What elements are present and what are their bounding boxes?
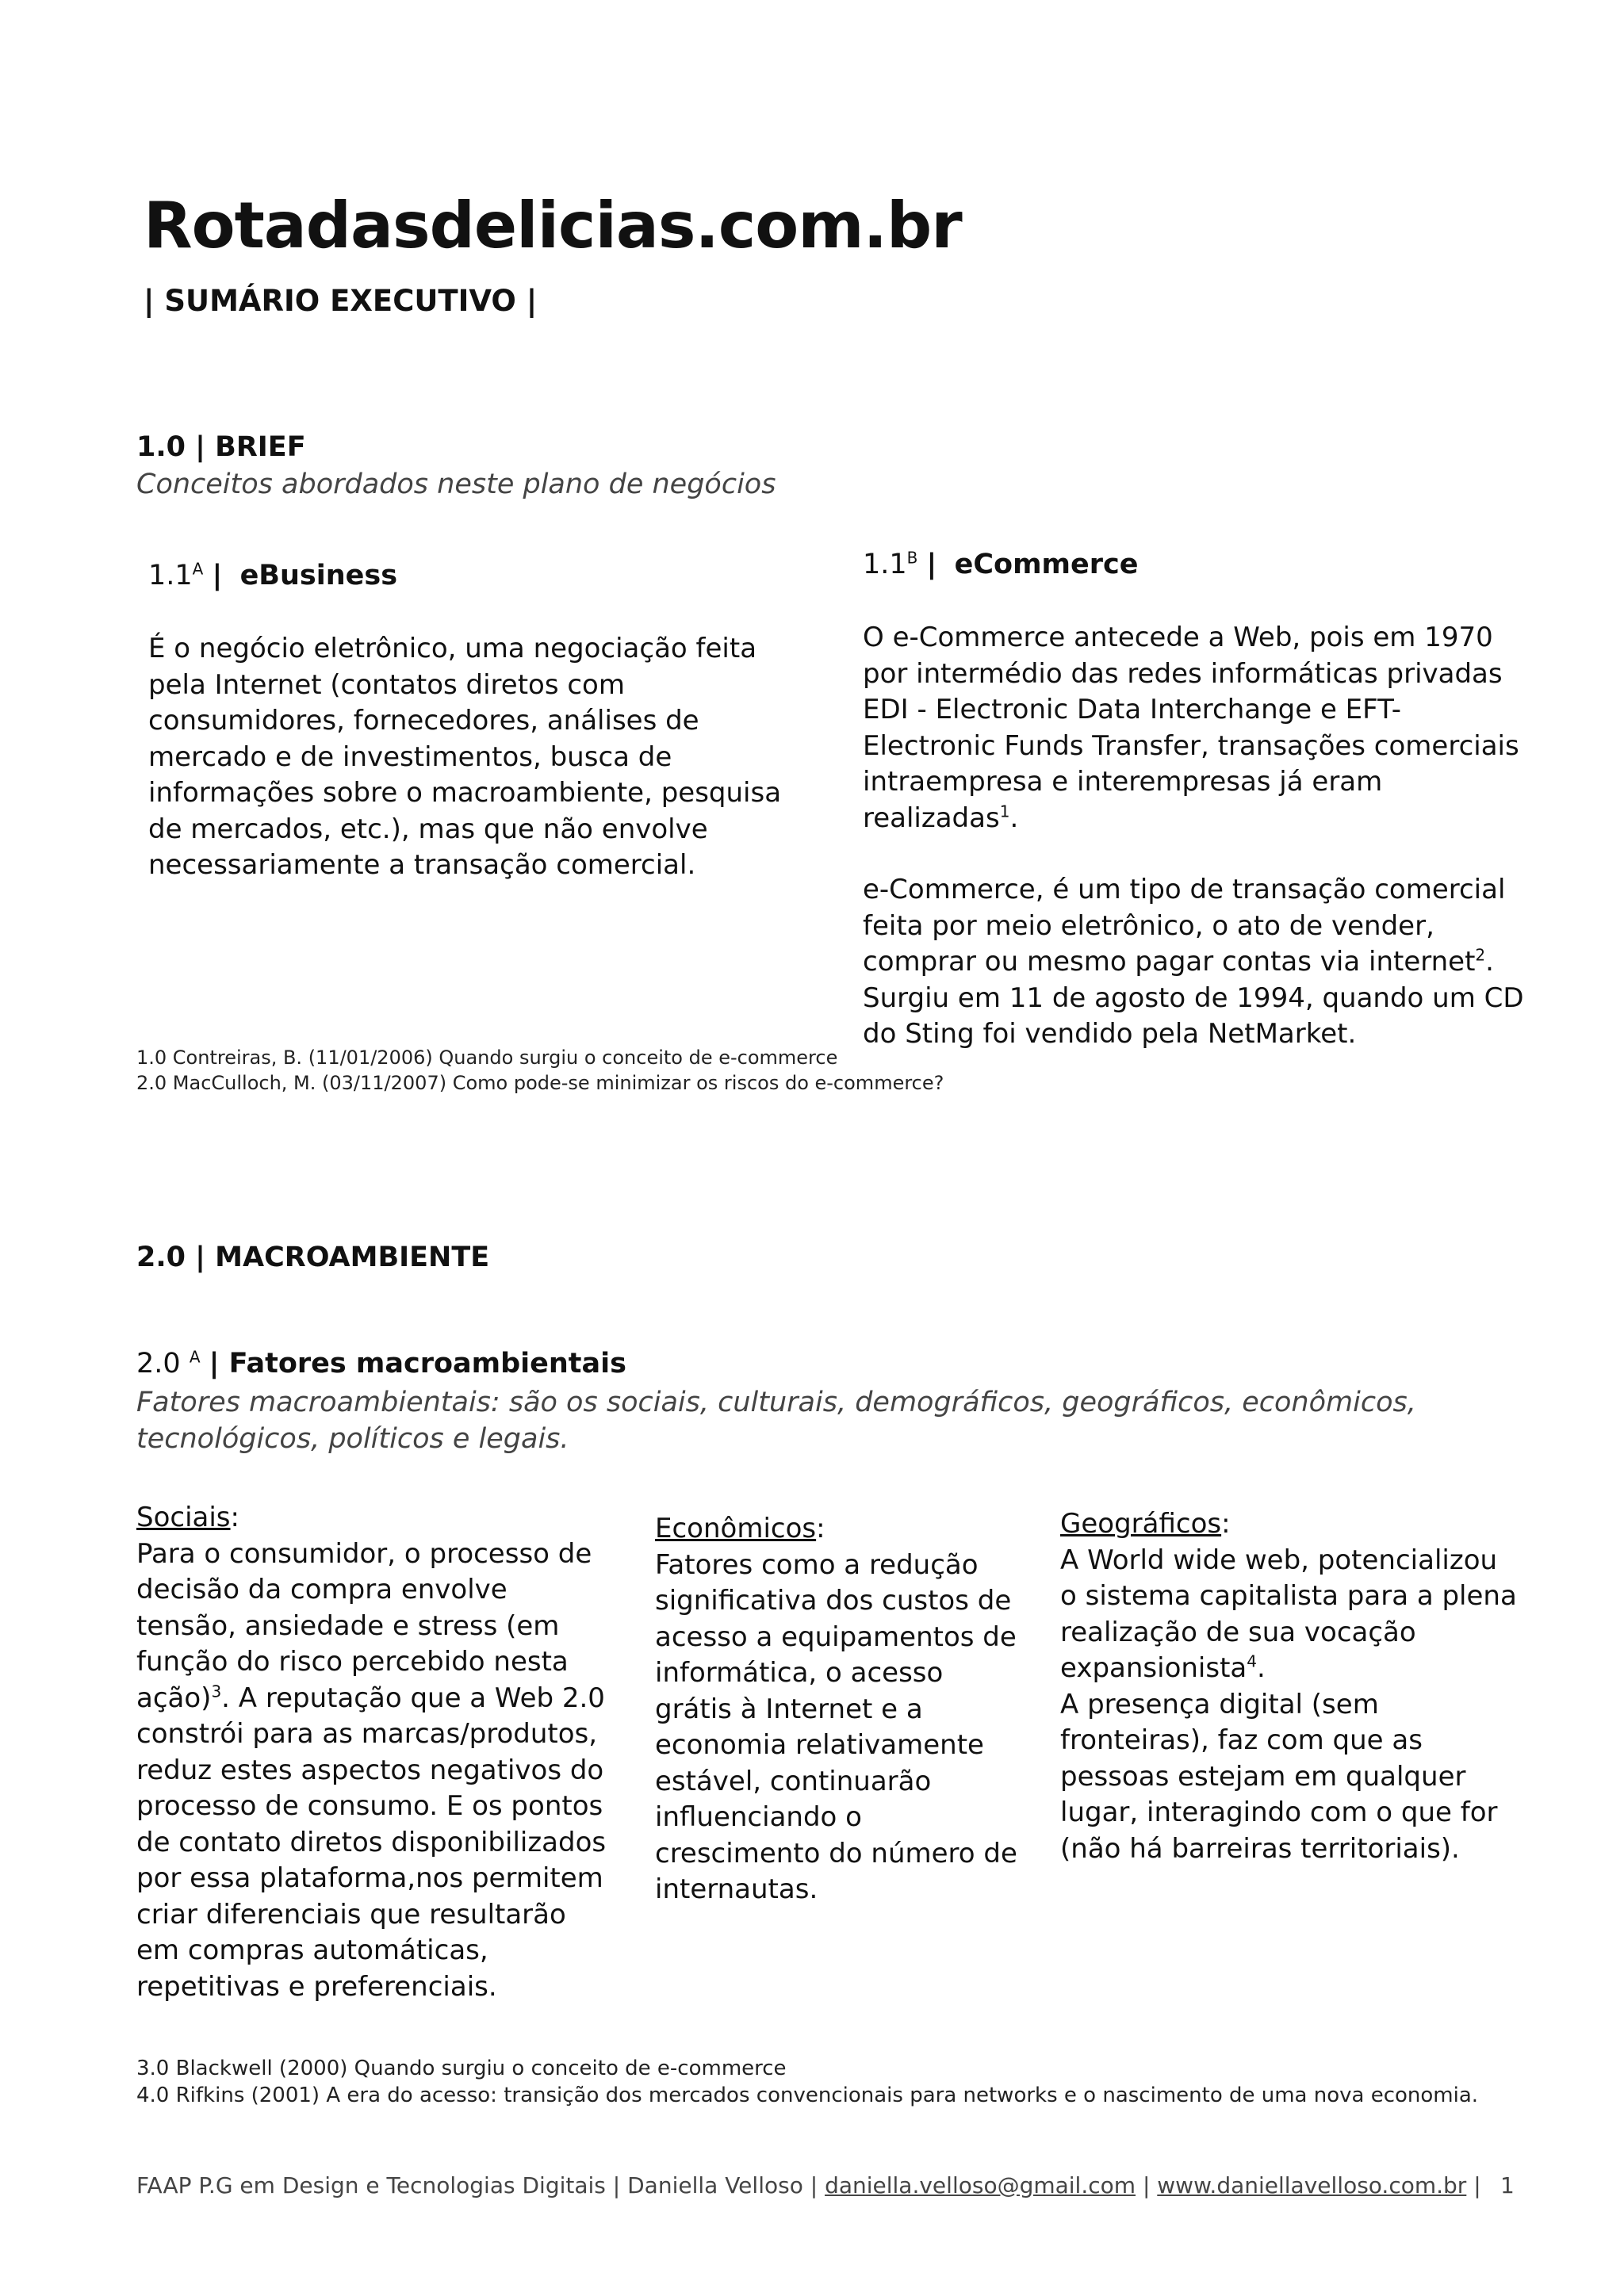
ecommerce-p1-text: O e-Commerce antecede a Web, pois em 1970 por intermédio das redes informáticas privadas EDI - Electronic Data Interchange e EFT- Electronic Funds Transfer, transações comerciais intraempresa e interempresas já eram realizadas	[863, 622, 1519, 834]
page-title: Rotadasdelicias.com.br	[144, 189, 962, 262]
footer-website-link[interactable]: www.daniellavelloso.com.br	[1157, 2172, 1467, 2198]
footnote-4: 4.0 Rifkins (2001) A era do acesso: transição dos mercados convencionais para networks e o nascimento de uma nova economia.	[136, 2084, 1479, 2107]
ecommerce-p1-end: .	[1009, 802, 1019, 834]
sociais-colon: :	[230, 1502, 239, 1533]
sociais-text	[136, 1536, 612, 2006]
geograficos-label	[1060, 1506, 1520, 1543]
sociais-text-a: Para o consumidor, o processo de decisão da compra envolve tensão, ansiedade e stress (em função do risco percebido nesta ação)	[136, 1537, 592, 1714]
macro-footnotes	[136, 2055, 1478, 2109]
ecommerce-separator: |	[926, 549, 937, 580]
economicos-label-text: Econômicos	[655, 1513, 817, 1544]
ecommerce-paragraph-2	[863, 872, 1537, 1053]
ecommerce-heading	[863, 549, 1139, 580]
geograficos-text-2: A presença digital (sem fronteiras), faz com que as pessoas estejam em qualquer lugar, interagindo com o que for (não há barreiras territoriais).	[1060, 1688, 1498, 1865]
section-heading-macroambiente: 2.0 | MACROAMBIENTE	[136, 1242, 490, 1273]
ecommerce-p2-text: e-Commerce, é um tipo de transação comercial feita por meio eletrônico, o ato de vender, comprar ou mesmo pagar contas via internet	[863, 874, 1506, 978]
macro-sub-number: 2.0	[136, 1348, 181, 1380]
footnote-3: 3.0 Blackwell (2000) Quando surgiu o conceito de e-commerce	[136, 2057, 787, 2080]
ebusiness-number: 1.1	[148, 560, 193, 591]
page-number: 1	[1500, 2172, 1515, 2198]
geograficos-text-a: A World wide web, potencializou o sistema capitalista para a plena realização de sua vocação expansionista	[1060, 1544, 1517, 1684]
economicos-label	[655, 1511, 1028, 1548]
macro-sub-title: | Fatores macroambientais	[209, 1348, 626, 1380]
brief-lead: Conceitos abordados neste plano de negócios	[136, 469, 776, 500]
macro-sub-sup: A	[189, 1347, 201, 1367]
ebusiness-title: eBusiness	[239, 560, 398, 591]
ebusiness-separator: |	[212, 560, 223, 591]
ebusiness-text: É o negócio eletrônico, uma negociação feita pela Internet (contatos diretos com consumidores, fornecedores, análises de mercado e de investimentos, busca de informações sobre o macroambiente, pesquisa de mercados, etc.), mas que não envolve necessariamente a transação comercial.	[148, 633, 782, 881]
footnote-ref-1: 1	[999, 802, 1010, 821]
footer-separator: |	[1136, 2172, 1158, 2198]
ecommerce-sup: B	[906, 548, 918, 568]
column-economicos	[655, 1511, 1028, 1908]
footnote-ref-3: 3	[211, 1682, 222, 1701]
economicos-colon: :	[816, 1513, 825, 1544]
geograficos-colon: :	[1221, 1508, 1231, 1540]
sociais-label	[136, 1500, 612, 1536]
footer-email-link[interactable]: daniella.velloso@gmail.com	[825, 2172, 1136, 2198]
column-sociais	[136, 1500, 612, 2005]
ecommerce-paragraph-1	[863, 620, 1537, 836]
brief-footnotes	[136, 1045, 944, 1096]
footnote-ref-2: 2	[1475, 945, 1486, 965]
geograficos-text-b: .	[1256, 1652, 1266, 1684]
footer-suffix: |	[1466, 2172, 1481, 2198]
sociais-text-b: . A reputação que a Web 2.0 constrói para as marcas/produtos, reduz estes aspectos negativos do processo de consumo. E os pontos de contato diretos disponibilizados por essa plataforma,nos permitem criar diferenciais que resultarão em compras automáticas, repetitivas e preferenciais.	[136, 1682, 607, 2003]
ebusiness-heading	[148, 560, 397, 591]
page-footer	[136, 2172, 1481, 2198]
ebusiness-sup: A	[192, 559, 204, 579]
footnote-1: 1.0 Contreiras, B. (11/01/2006) Quando surgiu o conceito de e-commerce	[136, 1047, 838, 1069]
sociais-label-text: Sociais	[136, 1502, 231, 1533]
geograficos-label-text: Geográficos	[1060, 1508, 1222, 1540]
ecommerce-p2-end: . Surgiu em 11 de agosto de 1994, quando um CD do Sting foi vendido pela NetMarket.	[863, 946, 1524, 1050]
ecommerce-title: eCommerce	[954, 549, 1139, 580]
macro-lead: Fatores macroambientais: são os sociais, culturais, demográficos, geográficos, econômicos, tecnológicos, políticos e legais.	[136, 1387, 1416, 1455]
economicos-text: Fatores como a redução significativa dos custos de acesso a equipamentos de informática, o acesso grátis à Internet e a economia relativamente estável, continuarão influenciando o crescimento do número de internautas.	[655, 1548, 1017, 1905]
column-geograficos	[1060, 1506, 1520, 1867]
section-heading-brief: 1.0 | BRIEF	[136, 431, 306, 463]
footnote-ref-4: 4	[1247, 1651, 1257, 1671]
geograficos-text	[1060, 1543, 1520, 1687]
page-subtitle: | SUMÁRIO EXECUTIVO |	[144, 284, 538, 318]
footer-prefix: FAAP P.G em Design e Tecnologias Digitais | Daniella Velloso |	[136, 2172, 825, 2198]
ecommerce-number: 1.1	[863, 549, 907, 580]
ecommerce-text	[863, 620, 1537, 1053]
footnote-2: 2.0 MacCulloch, M. (03/11/2007) Como pode-se minimizar os riscos do e-commerce?	[136, 1072, 944, 1094]
macro-subheading	[136, 1348, 626, 1380]
